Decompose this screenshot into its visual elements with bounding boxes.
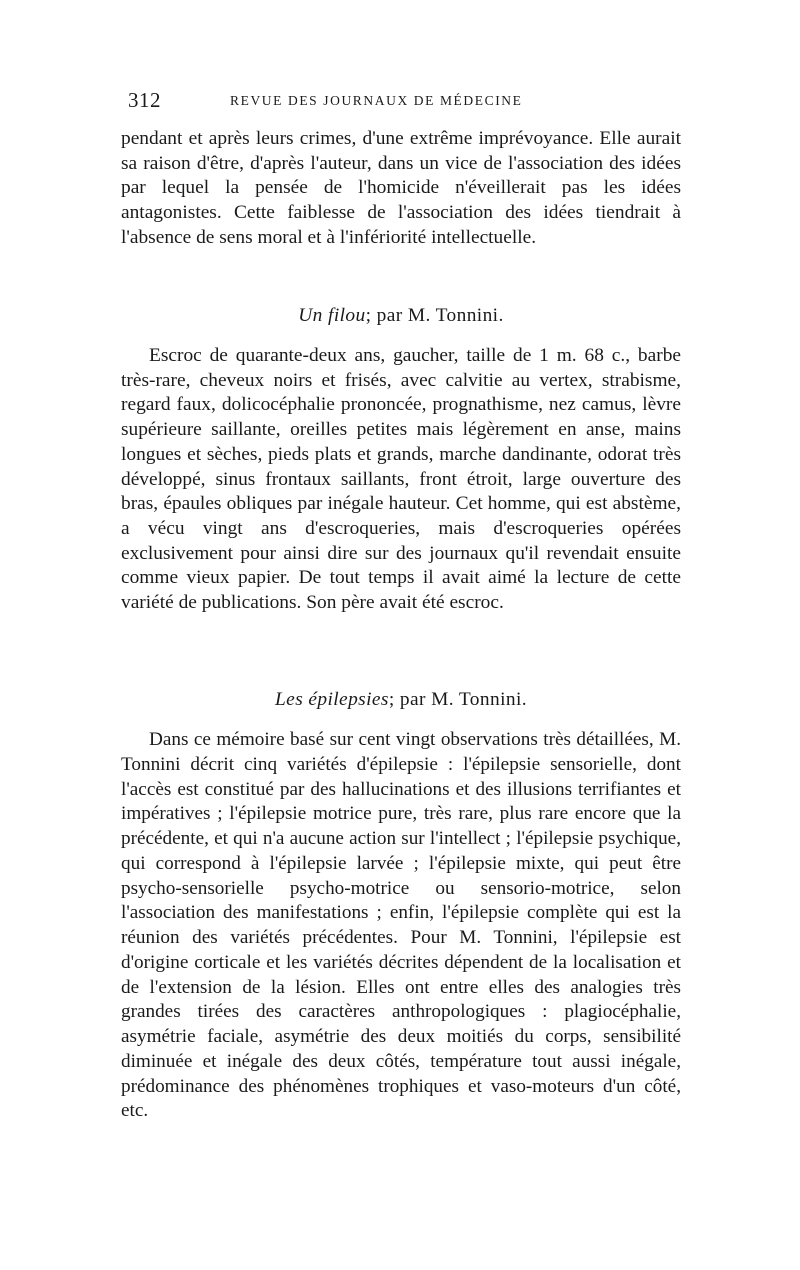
journal-title: REVUE DES JOURNAUX DE MÉDECINE [230, 93, 523, 108]
paragraph-text: Dans ce mémoire basé sur cent vingt observations très détaillées, M. Tonnini décrit cinq variétés d'épilepsie : l'épilepsie sensorielle, dont l'accès est constitué par des hallucinations et des illusions terrifiantes et impératives ; l'épilepsie motrice pure, très rare, plus rare encore que la précédente, et qui n'a aucune action sur l'intellect ; l'épilepsie psychique, qui correspond à l'épilepsie larvée ; l'épilepsie mixte, qui peut être psycho-sensorielle psycho-motrice ou sensorio-motrice, selon l'association des manifestations ; enfin, l'épilepsie complète qui est la réunion des variétés précédentes. Pour M. Tonnini, l'épilepsie est d'origine corticale et les variétés décrites dépendent de la localisation et de l'extension de la lésion. Elles ont entre elles des analogies très grandes tirées des caractères anthropologiques : plagiocéphalie, asymétrie faciale, asymétrie des deux moitiés du corps, sensibilité diminuée et inégale des deux côtés, température tout aussi inégale, prédominance des phénomènes trophiques et vaso-moteurs d'un côté, etc. [121, 729, 681, 1122]
page-number: 312 [128, 88, 161, 112]
section-heading-epilepsies [121, 689, 681, 711]
section-body-epilepsies [121, 728, 681, 1124]
section-byline: ; par M. Tonnini. [365, 305, 504, 326]
section-body-filou [121, 344, 681, 616]
paragraph-text: Escroc de quarante-deux ans, gaucher, taille de 1 m. 68 c., barbe très-rare, cheveux noirs et frisés, avec calvitie au vertex, strabisme, regard faux, dolicocéphalie prononcée, prognathisme, nez camus, lèvre supérieure saillante, oreilles petites mais légèrement en anse, mains longues et sèches, pieds plats et grands, marche dandinante, odorat très développé, sinus frontaux saillants, front étroit, large ouverture des bras, épaules obliques par inégale hauteur. Cet homme, qui est abstème, a vécu vingt ans d'escroqueries, mais d'escroqueries opérées exclusivement pour ainsi dire sur des journaux qu'il revendait ensuite comme vieux papier. De tout temps il avait aimé la lecture de cette variété de publications. Son père avait été escroc. [121, 345, 681, 614]
running-head [122, 88, 682, 118]
section-heading-filou [121, 305, 681, 327]
paragraph-text: pendant et après leurs crimes, d'une extrême imprévoyance. Elle aurait sa raison d'être, d'après l'auteur, dans un vice de l'association des idées par lequel la pensée de l'homicide n'éveillerait pas les idées antagonistes. Cette faiblesse de l'association des idées tiendrait à l'absence de sens moral et à l'infériorité intellectuelle. [121, 128, 681, 248]
section-title: Les épilepsies [275, 689, 389, 710]
section-title: Un filou [298, 305, 366, 326]
paragraph-continuation [121, 127, 681, 251]
section-byline: ; par M. Tonnini. [388, 689, 527, 710]
